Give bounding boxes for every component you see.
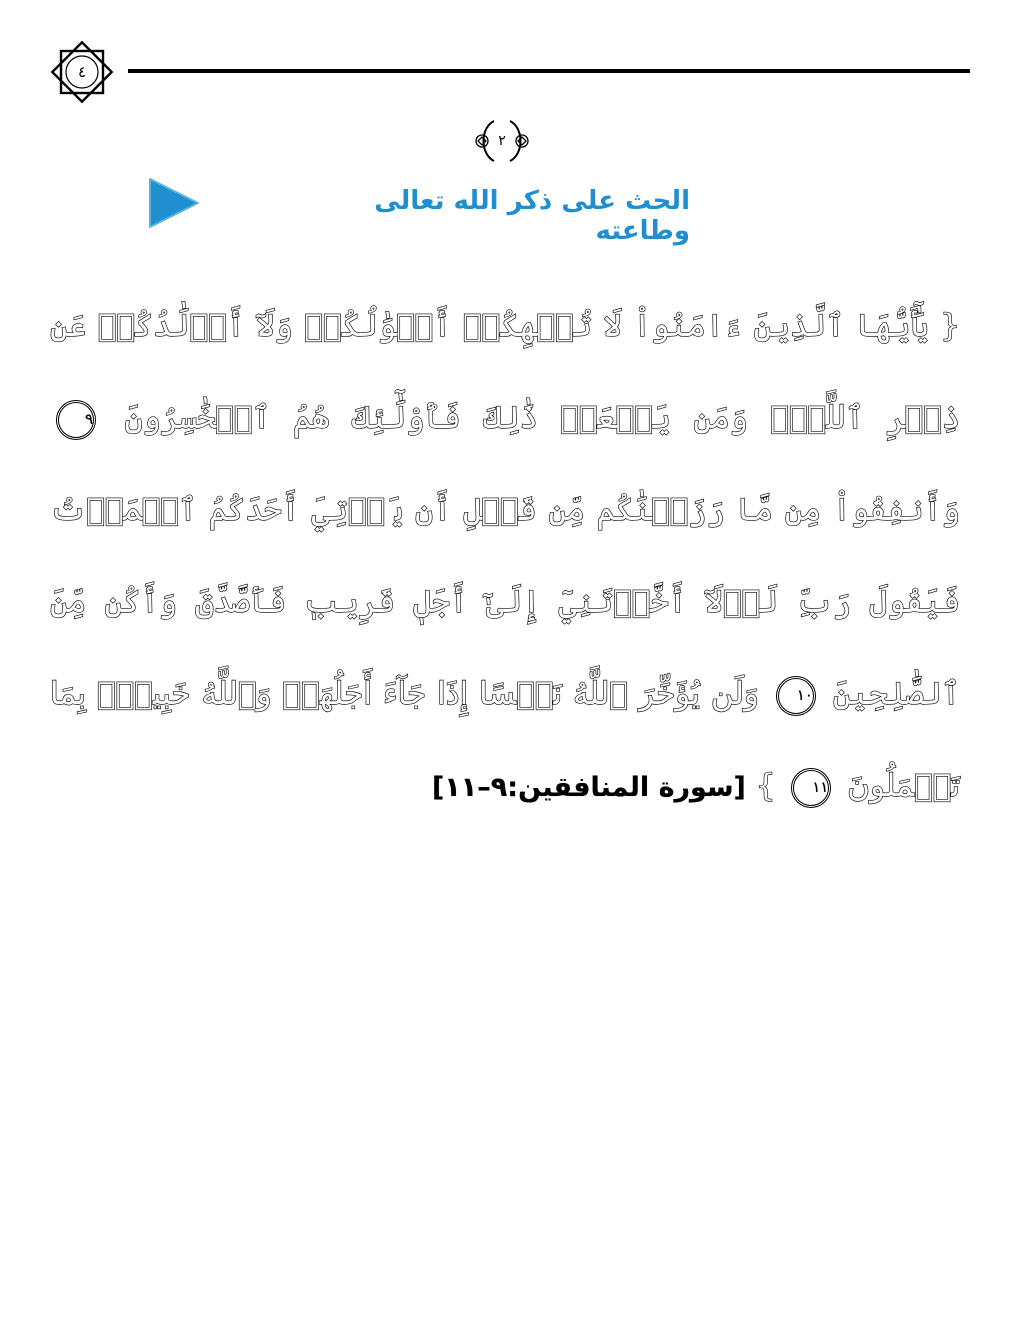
section-title: الحث على ذكر الله تعالى وطاعته <box>374 186 690 246</box>
verse-text-part-1: يَٰٓأَيُّهَا ٱلَّذِينَ ءَامَنُواْ لَا تُلۡهِكُمۡ أَمۡوَٰلُكُمۡ وَلَآ أَوۡلَٰدُكُمۡ عَن ذِكۡرِ ٱللَّهِۚ وَمَن يَفۡعَلۡ ذَٰلِكَ فَأُوْلَٰٓئِكَ هُمُ ٱلۡخَٰسِرُونَ <box>50 308 961 436</box>
play-triangle-icon <box>146 176 202 230</box>
page-number: ٤ <box>77 63 87 81</box>
hadith-number: ٢ <box>498 133 506 149</box>
page-number-badge <box>48 38 116 106</box>
surah-reference: [سورة المنافقين:٩–١١] <box>431 772 746 803</box>
verse-end-marker: ١٠ <box>776 676 816 716</box>
verse-close-brace: } <box>755 768 776 804</box>
header-rule <box>128 69 970 73</box>
hadith-number-marker <box>470 118 534 164</box>
verse-text-part-2: وَأَنفِقُواْ مِن مَّا رَزَقۡنَٰكُم مِّن قَبۡلِ أَن يَأۡتِيَ أَحَدَكُمُ ٱلۡمَوۡتُ فَيَقُولَ رَبِّ لَوۡلَآ أَخَّرۡتَنِيٓ إِلَىٰٓ أَجَلٖ قَرِيبٖ فَأَصَّدَّقَ وَأَكُن مِّنَ ٱلصَّٰلِحِينَ <box>50 492 961 712</box>
verse-end-marker: ١١ <box>791 768 831 808</box>
verse-end-marker: ٩ <box>56 400 96 440</box>
verse-open-brace: { <box>940 308 961 344</box>
verse-text-part-3: وَلَن يُؤَخِّرَ ٱللَّهُ نَفۡسًا إِذَا جَآءَ أَجَلُهَاۚ وَٱللَّهُ خَبِيرُۢ بِمَا تَعۡمَلُونَ <box>50 676 960 804</box>
quran-verse <box>50 280 960 834</box>
